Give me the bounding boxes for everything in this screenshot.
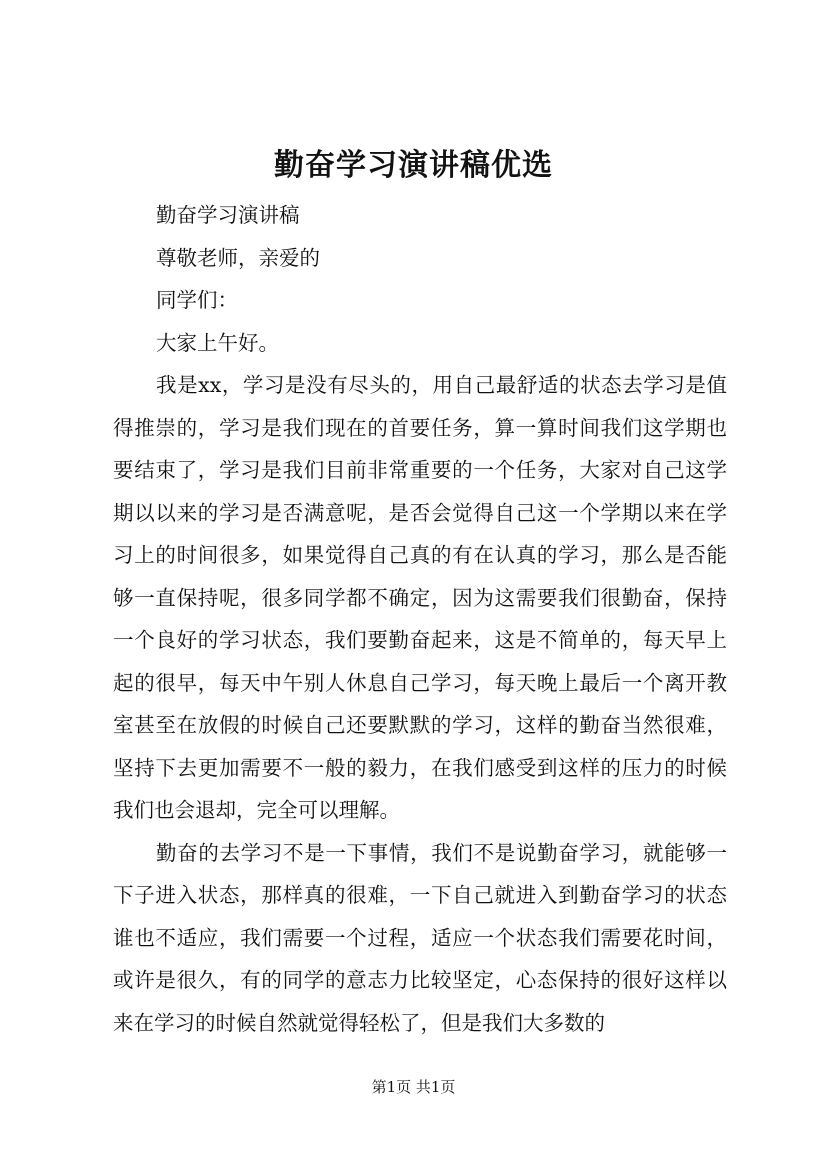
salutation-line: 尊敬老师，亲爱的 xyxy=(156,245,320,270)
salutation-continued-line: 同学们： xyxy=(156,288,238,312)
body-paragraph-2: 勤奋的去学习不是一下事情，我们不是说勤奋学习，就能够一下子进入状态，那样真的很难，一下自己就进入到勤奋学习的状态谁也不适应，我们需要一个过程，适应一个状态我们需要花时间，或许是很久，有的同学的意志力比较坚定，心态保持的很好这样以来在学习的时候自然就觉得轻松了，但是我们大多数的 xyxy=(113,840,727,1035)
document-body xyxy=(113,194,727,1044)
document-title: 勤奋学习演讲稿优选 xyxy=(274,148,553,183)
greeting-line: 大家上午好。 xyxy=(156,330,279,355)
page-footer: 第1页 共1页 xyxy=(371,1078,456,1096)
subtitle-line: 勤奋学习演讲稿 xyxy=(156,203,300,227)
body-paragraph-1: 我是xx，学习是没有尽头的，用自己最舒适的状态去学习是值得推崇的，学习是我们现在的首要任务，算一算时间我们这学期也要结束了，学习是我们目前非常重要的一个任务，大家对自己这学期以以来的学习是否满意呢，是否会觉得自己这一个学期以来在学习上的时间很多，如果觉得自己真的有在认真的学习，那么是否能够一直保持呢，很多同学都不确定，因为这需要我们很勤奋，保持一个良好的学习状态，我们要勤奋起来，这是不简单的，每天早上起的很早，每天中午别人休息自己学习，每天晚上最后一个离开教室甚至在放假的时候自己还要默默的学习，这样的勤奋当然很难，坚持下去更加需要不一般的毅力，在我们感受到这样的压力的时候我们也会退却，完全可以理解。 xyxy=(113,373,727,822)
